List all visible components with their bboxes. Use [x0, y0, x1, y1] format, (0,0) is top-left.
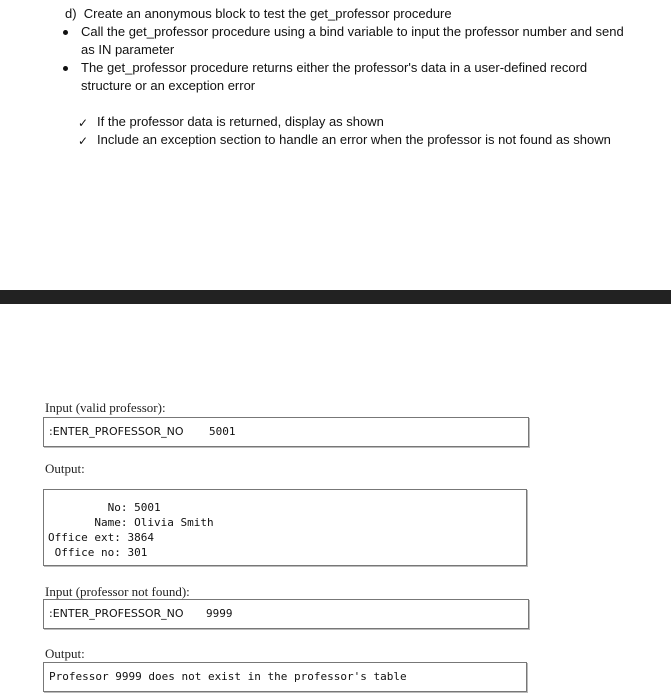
- bullet-1-text-line-1: Call the get_professor procedure using a bind variable to input the professor number and send: [81, 24, 624, 39]
- checkmark-icon: ✓: [78, 116, 89, 130]
- checkmark-icon: ✓: [78, 134, 89, 148]
- bind-variable-name: :ENTER_PROFESSOR_NO: [49, 425, 184, 438]
- output-line: Professor 9999 does not exist in the professor's table: [49, 670, 407, 683]
- notfound-input-label: Input (professor not found):: [45, 584, 190, 599]
- notfound-output-box: [43, 662, 527, 692]
- bullet-1-text-line-2: as IN parameter: [81, 42, 175, 57]
- bullet-icon: [63, 30, 68, 35]
- output-line: Office no: 301: [48, 546, 148, 559]
- notfound-input-box: [43, 599, 529, 629]
- bind-variable-name: :ENTER_PROFESSOR_NO: [49, 607, 184, 620]
- valid-input-label: Input (valid professor):: [45, 400, 166, 415]
- bullet-2-text-line-1: The get_professor procedure returns either the professor's data in a user-defined record: [81, 60, 588, 75]
- output-line: No: 5001: [48, 501, 161, 514]
- bind-variable-value: 9999: [206, 607, 233, 620]
- notfound-output-label: Output:: [45, 646, 85, 661]
- bullet-2-text-line-2: structure or an exception error: [81, 78, 256, 93]
- check-item-1: If the professor data is returned, display as shown: [97, 114, 384, 129]
- valid-output-label: Output:: [45, 461, 85, 476]
- output-line: Name: Olivia Smith: [48, 516, 214, 529]
- output-line: Office ext: 3864: [48, 531, 154, 544]
- bullet-icon: [63, 66, 68, 71]
- valid-output-box: [43, 489, 527, 566]
- valid-input-box: [43, 417, 529, 447]
- bind-variable-value: 5001: [209, 425, 236, 438]
- check-item-2: Include an exception section to handle an error when the professor is not found as shown: [97, 132, 611, 147]
- step-heading: d) Create an anonymous block to test the get_professor procedure: [65, 6, 452, 21]
- section-divider: [0, 290, 671, 304]
